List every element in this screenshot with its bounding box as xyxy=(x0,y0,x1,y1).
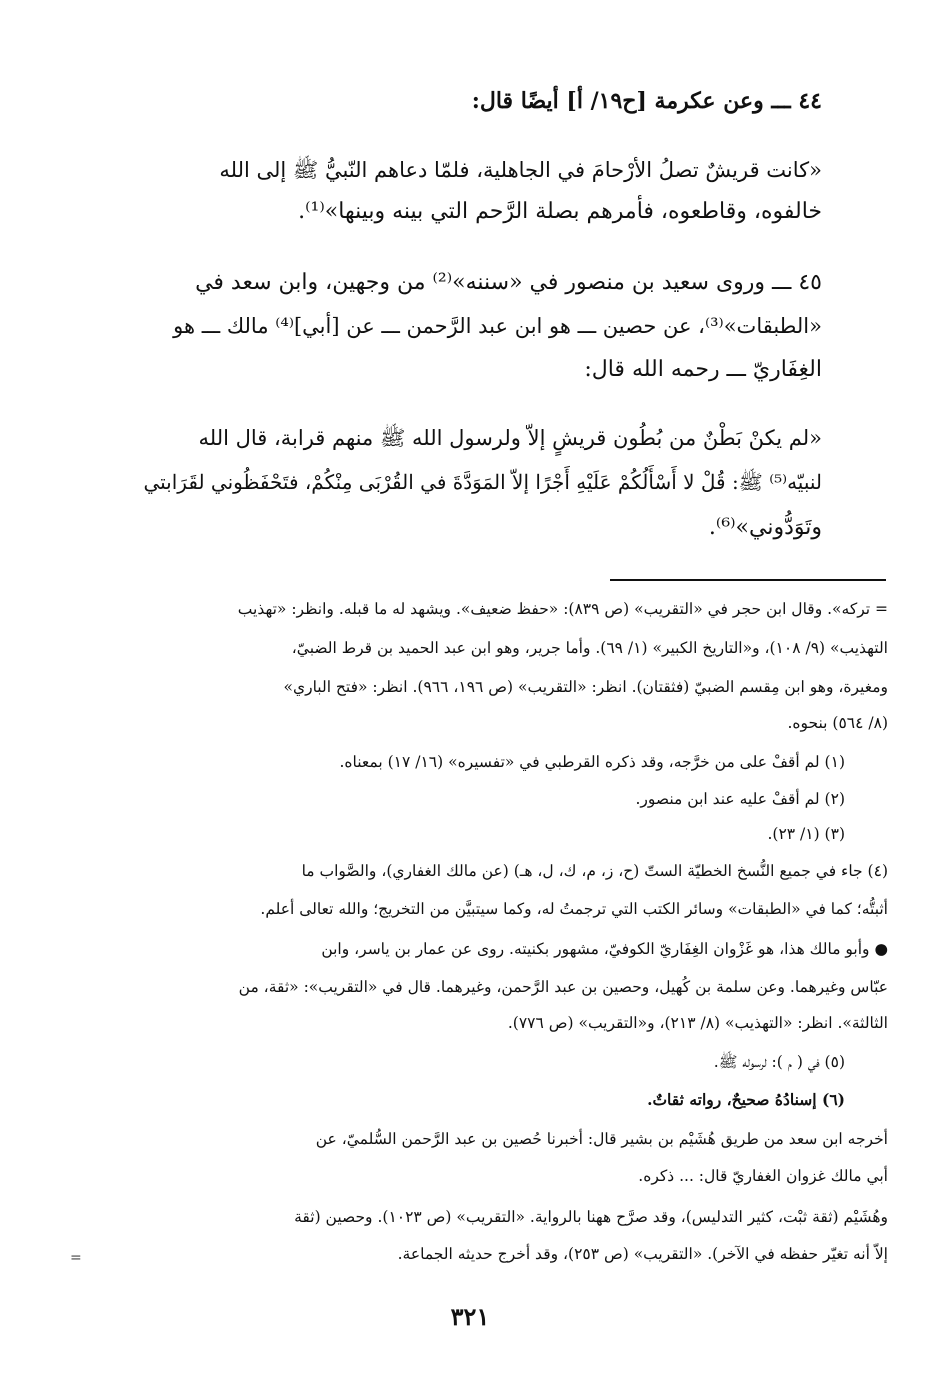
footnote-continuation-line-2: التهذيب» (٩/ ١٠٨)، و«التاريخ الكبير» (١/ ٦٩). وأما جرير، وهو ابن عبد الحميد بن قرط الضبيّ، xyxy=(291,639,888,657)
quote-line-3: وتَوَدُّوني»⁽⁶⁾. xyxy=(708,515,822,540)
footnote-3: (٣) (١/ ٢٣). xyxy=(767,825,845,843)
footnote-1: (١) لم أقفْ على من خرَّجه، وقد ذكره القرطبي في «تفسيره» (١٦/ ١٧) بمعناه. xyxy=(339,753,845,771)
paragraph-44-line-3: خالفوه، وقاطعوه، فأمرهم بصلة الرَّحم التي بينه وبينها»⁽¹⁾. xyxy=(298,199,822,224)
footnote-4b-line-2: عبّاس وغيرهما. وعن سلمة بن كُهيل، وحصين بن عبد الرَّحمن، وغيرهما. قال في «التقريب»: «ثقة، من xyxy=(238,978,888,996)
paragraph-44-line-1: ٤٤ ـــ وعن عكرمة [ح١٩/ أ] أيضًا قال: xyxy=(471,88,822,114)
footnote-4b-line-3: الثالثة». انظر: «التهذيب» (٨/ ٢١٣)، و«التقريب» (ص ٧٧٦). xyxy=(507,1014,888,1032)
paragraph-45-line-2: «الطبقات»⁽³⁾، عن حصين ـــ هو ابن عبد الرَّحمن ـــ عن [أبي]⁽⁴⁾ مالك ـــ هو xyxy=(173,314,822,338)
footnote-5: (٥) في ( م ): لرسوله ﷺ. xyxy=(713,1053,845,1071)
footnote-4-line-1: (٤) جاء في جميع النُّسخ الخطيّة الستّ (ح، ز، م، ك، ل، هـ) (عن مالك الغفاري)، والصَّواب ما xyxy=(301,862,888,880)
footnote-4b-line-1: ● وأبو مالك هذا، هو غَزْوان الغِفَاريّ الكوفيّ، مشهور بكنيته. روى عن عمار بن ياسر، وابن xyxy=(321,940,888,958)
footnote-continuation-line-1: = تركه». وقال ابن حجر في «التقريب» (ص ٨٣٩): «حفظ ضعيف». ويشهد له ما قبله. وانظر: «تهذيب xyxy=(237,600,888,618)
footnote-continuation-line-4: (٨/ ٥٦٤) بنحوه. xyxy=(787,714,888,732)
footnote-6: (٦) إسنادُهُ صحيحٌ، رواته ثقاتٌ. xyxy=(647,1090,845,1109)
footnote-continuation-line-3: ومغيرة، وهو ابن مِقسم الضبيّ (فثقتان). انظر: «التقريب» (ص ١٩٦، ٩٦٦). انظر: «فتح الباري» xyxy=(283,678,888,696)
footnote-separator xyxy=(610,579,886,581)
footnote-6-source-line-1: أخرجه ابن سعد من طريق هُشَيْم بن بشير قال: أخبرنا حُصين بن عبد الرَّحمن السُّلميّ، عن xyxy=(315,1130,888,1148)
continuation-mark: = xyxy=(70,1250,82,1266)
paragraph-44-line-2: «كانت قريشٌ تصلُ الأرْحامَ في الجاهلية، فلمّا دعاهم النّبيُّ ﷺ إلى الله xyxy=(219,158,822,182)
footnote-2: (٢) لم أقفْ عليه عند ابن منصور. xyxy=(635,790,845,808)
quote-line-1: «لم يكنْ بَطْنٌ من بُطُون قريشٍ إلاّ ولرسول الله ﷺ منهم قرابة، قال الله xyxy=(198,426,822,450)
paragraph-45-line-3: الغِفَاريّ ـــ رحمه الله قال: xyxy=(584,357,822,382)
page-number: ٣٢١ xyxy=(450,1302,490,1331)
footnote-6-source-line-2: أبي مالك غزوان الغفاريّ قال: ... ذكره. xyxy=(638,1167,888,1185)
footnote-6-note-line-1: وهُشَيْم (ثقة ثبْت، كثير التدليس)، وقد صرَّح ههنا بالرواية. «التقريب» (ص ١٠٢٣). وحصين (ثقة xyxy=(294,1208,888,1226)
footnote-4-line-2: أثبتُّه؛ كما في «الطبقات» وسائر الكتب التي ترجمتُ له، وكما سيتبيَّن من التخريج؛ والله تعالى أعلم. xyxy=(260,900,888,918)
paragraph-45-line-1: ٤٥ ـــ وروى سعيد بن منصور في «سننه»⁽²⁾ من وجهين، وابن سعد في xyxy=(195,270,822,295)
footnote-6-note-line-2: إلاّ أنه تغيّر حفظه في الآخر). «التقريب» (ص ٢٥٣)، وقد أخرج حديثه الجماعة. xyxy=(397,1245,888,1263)
quote-line-2: لنبيّه⁽⁵⁾ ﷺ: قُلْ لا أَسْأَلُكُمْ عَلَيْهِ أَجْرًا إلاّ المَوَدَّةَ في القُرْبَى مِنْكُمْ، فتَحْفَظُوني لقَرَابتي xyxy=(143,470,822,494)
